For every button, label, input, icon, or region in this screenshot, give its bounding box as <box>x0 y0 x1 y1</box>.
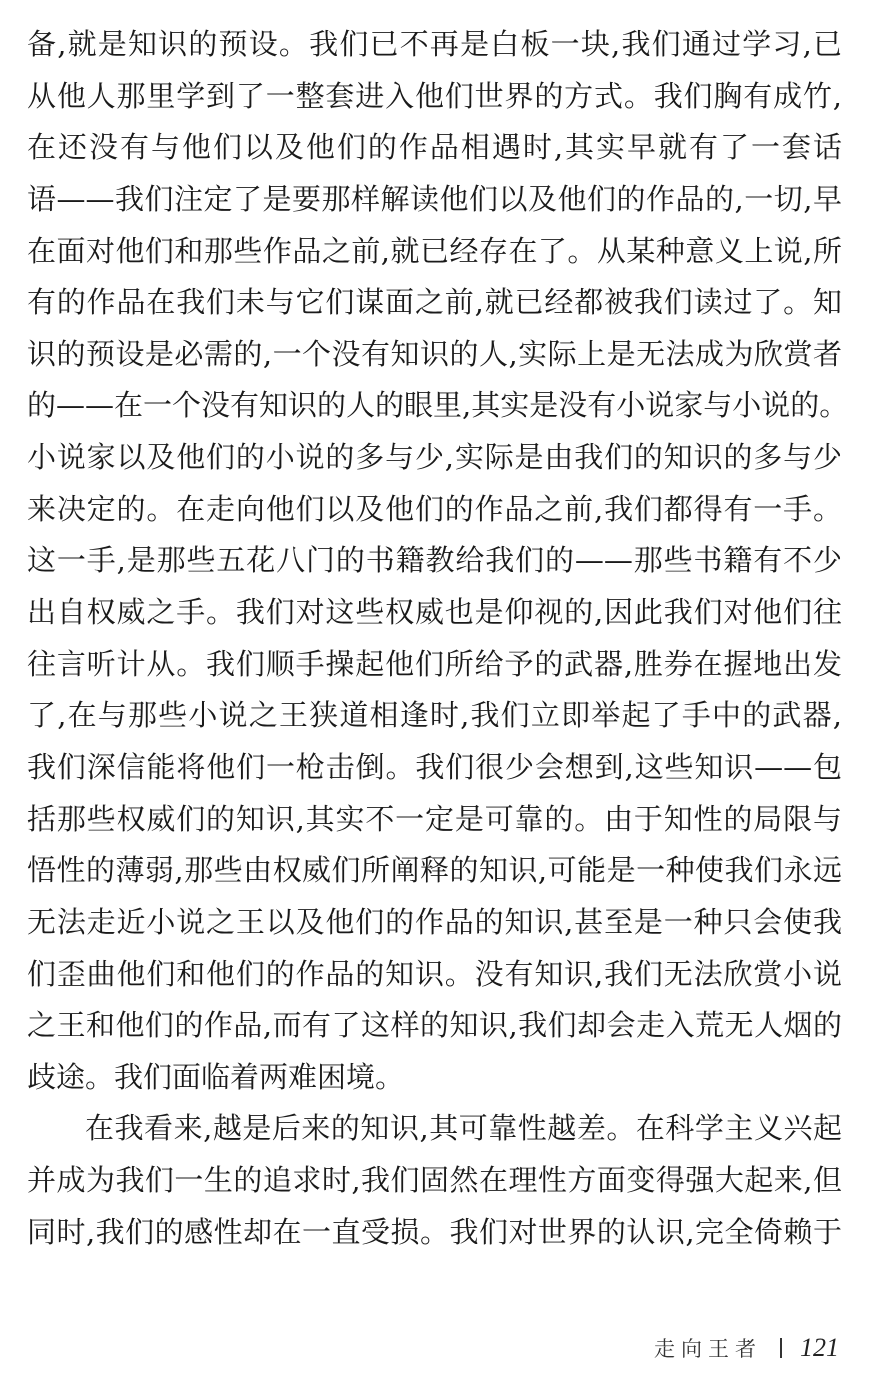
text-line: 的——在一个没有知识的人的眼里,其实是没有小说家与小说的。 <box>27 388 849 423</box>
text-line: 们歪曲他们和他们的作品的知识。没有知识,我们无法欣赏小说 <box>27 956 842 991</box>
text-line: 无法走近小说之王以及他们的作品的知识,甚至是一种只会使我 <box>27 904 842 939</box>
text-line: 悟性的薄弱,那些由权威们所阐释的知识,可能是一种使我们永远 <box>27 853 842 888</box>
text-line-paragraph-start: 在我看来,越是后来的知识,其可靠性越差。在科学主义兴起 <box>85 1111 842 1146</box>
text-line: 括那些权威们的知识,其实不一定是可靠的。由于知性的局限与 <box>27 801 842 836</box>
text-line: 识的预设是必需的,一个没有知识的人,实际上是无法成为欣赏者 <box>27 336 842 371</box>
text-line: 了,在与那些小说之王狭道相逢时,我们立即举起了手中的武器, <box>27 698 842 733</box>
text-line: 从他人那里学到了一整套进入他们世界的方式。我们胸有成竹, <box>27 78 842 113</box>
text-line: 来决定的。在走向他们以及他们的作品之前,我们都得有一手。 <box>27 491 842 526</box>
text-line: 我们深信能将他们一枪击倒。我们很少会想到,这些知识——包 <box>27 749 842 784</box>
text-line: 出自权威之手。我们对这些权威也是仰视的,因此我们对他们往 <box>27 595 842 630</box>
text-line: 同时,我们的感性却在一直受损。我们对世界的认识,完全倚赖于 <box>27 1214 842 1249</box>
page-number: 121 <box>800 1333 839 1362</box>
text-line: 在面对他们和那些作品之前,就已经存在了。从某种意义上说,所 <box>27 233 842 268</box>
text-line: 这一手,是那些五花八门的书籍教给我们的——那些书籍有不少 <box>27 543 842 578</box>
text-line-paragraph-end: 歧途。我们面临着两难困境。 <box>27 1059 405 1094</box>
page-footer <box>654 1333 839 1363</box>
text-line: 并成为我们一生的追求时,我们固然在理性方面变得强大起来,但 <box>27 1163 842 1198</box>
text-line: 备,就是知识的预设。我们已不再是白板一块,我们通过学习,已 <box>27 27 842 61</box>
text-line: 往言听计从。我们顺手操起他们所给予的武器,胜券在握地出发 <box>27 646 842 681</box>
text-line: 小说家以及他们的小说的多与少,实际是由我们的知识的多与少 <box>27 440 842 475</box>
body-text <box>27 19 849 1258</box>
text-line: 语——我们注定了是要那样解读他们以及他们的作品的,一切,早 <box>27 181 842 216</box>
text-line: 在还没有与他们以及他们的作品相遇时,其实早就有了一套话 <box>27 130 842 165</box>
text-line: 有的作品在我们未与它们谋面之前,就已经都被我们读过了。知 <box>27 285 842 320</box>
text-line: 之王和他们的作品,而有了这样的知识,我们却会走入荒无人烟的 <box>27 1008 842 1043</box>
running-title: 走向王者 <box>654 1337 762 1361</box>
footer-divider <box>780 1338 782 1358</box>
